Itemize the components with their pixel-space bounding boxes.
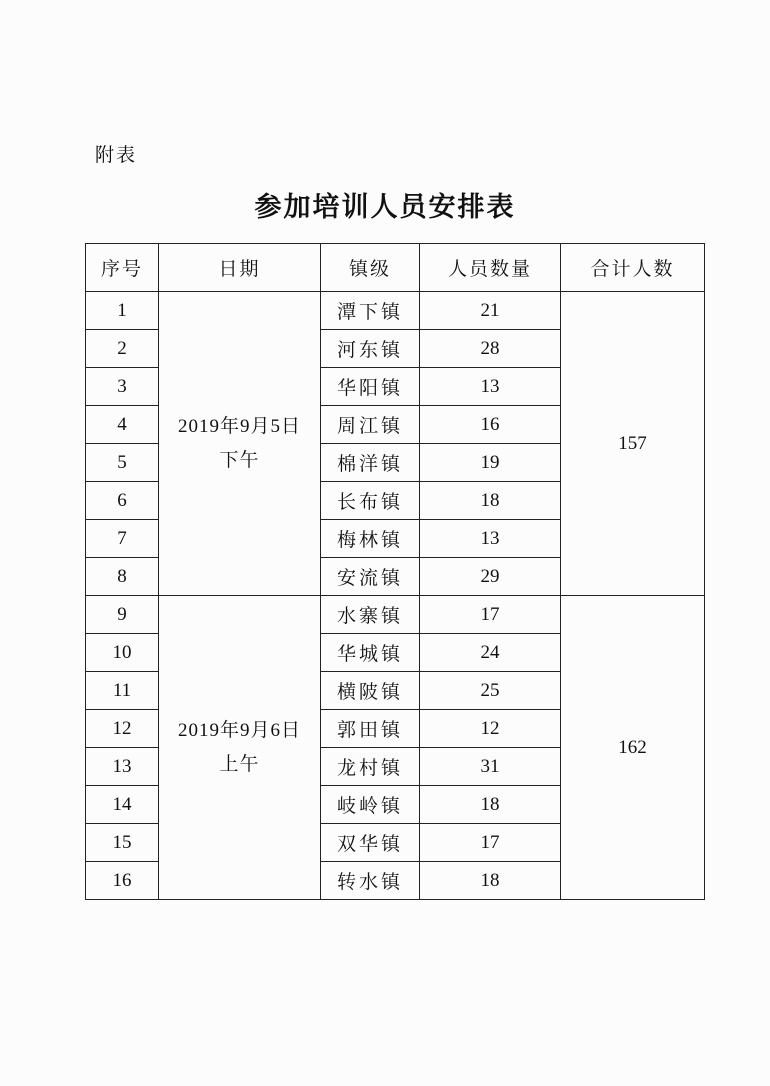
row-count: 13 bbox=[420, 520, 561, 558]
row-no: 3 bbox=[86, 368, 159, 406]
row-count: 18 bbox=[420, 862, 561, 900]
row-no: 6 bbox=[86, 482, 159, 520]
row-town: 潭下镇 bbox=[321, 292, 420, 330]
header-town: 镇级 bbox=[321, 244, 420, 292]
row-count: 24 bbox=[420, 634, 561, 672]
session-date-cell bbox=[159, 596, 321, 900]
row-town: 棉洋镇 bbox=[321, 444, 420, 482]
row-count: 25 bbox=[420, 672, 561, 710]
row-town: 双华镇 bbox=[321, 824, 420, 862]
training-schedule-table bbox=[85, 243, 705, 900]
header-total: 合计人数 bbox=[561, 244, 705, 292]
session-period: 上午 bbox=[219, 753, 260, 775]
session-date: 2019年9月6日 bbox=[177, 719, 301, 741]
row-no: 7 bbox=[86, 520, 159, 558]
row-town: 长布镇 bbox=[321, 482, 420, 520]
row-town: 郭田镇 bbox=[321, 710, 420, 748]
table-row bbox=[86, 596, 705, 634]
row-no: 16 bbox=[86, 862, 159, 900]
row-no: 13 bbox=[86, 748, 159, 786]
session-date-cell bbox=[159, 292, 321, 596]
row-town: 横陂镇 bbox=[321, 672, 420, 710]
row-count: 18 bbox=[420, 786, 561, 824]
session-total: 162 bbox=[561, 596, 705, 900]
row-count: 29 bbox=[420, 558, 561, 596]
row-no: 1 bbox=[86, 292, 159, 330]
row-count: 19 bbox=[420, 444, 561, 482]
row-no: 14 bbox=[86, 786, 159, 824]
row-no: 15 bbox=[86, 824, 159, 862]
table-row bbox=[86, 292, 705, 330]
row-town: 安流镇 bbox=[321, 558, 420, 596]
row-count: 21 bbox=[420, 292, 561, 330]
row-town: 华阳镇 bbox=[321, 368, 420, 406]
row-count: 18 bbox=[420, 482, 561, 520]
row-town: 华城镇 bbox=[321, 634, 420, 672]
row-town: 河东镇 bbox=[321, 330, 420, 368]
session-date: 2019年9月5日 bbox=[177, 415, 301, 437]
row-town: 岐岭镇 bbox=[321, 786, 420, 824]
row-count: 13 bbox=[420, 368, 561, 406]
row-no: 9 bbox=[86, 596, 159, 634]
header-no: 序号 bbox=[86, 244, 159, 292]
row-no: 5 bbox=[86, 444, 159, 482]
row-count: 17 bbox=[420, 596, 561, 634]
row-no: 12 bbox=[86, 710, 159, 748]
appendix-label: 附表 bbox=[95, 145, 138, 166]
page-title: 参加培训人员安排表 bbox=[254, 192, 516, 222]
row-count: 28 bbox=[420, 330, 561, 368]
row-no: 11 bbox=[86, 672, 159, 710]
row-count: 12 bbox=[420, 710, 561, 748]
row-town: 周江镇 bbox=[321, 406, 420, 444]
header-count: 人员数量 bbox=[420, 244, 561, 292]
row-no: 10 bbox=[86, 634, 159, 672]
table-header-row bbox=[86, 244, 705, 292]
row-no: 4 bbox=[86, 406, 159, 444]
row-no: 8 bbox=[86, 558, 159, 596]
row-town: 梅林镇 bbox=[321, 520, 420, 558]
row-town: 水寨镇 bbox=[321, 596, 420, 634]
row-count: 16 bbox=[420, 406, 561, 444]
row-town: 转水镇 bbox=[321, 862, 420, 900]
row-town: 龙村镇 bbox=[321, 748, 420, 786]
row-no: 2 bbox=[86, 330, 159, 368]
row-count: 31 bbox=[420, 748, 561, 786]
session-total: 157 bbox=[561, 292, 705, 596]
session-period: 下午 bbox=[219, 449, 260, 471]
row-count: 17 bbox=[420, 824, 561, 862]
header-date: 日期 bbox=[159, 244, 321, 292]
